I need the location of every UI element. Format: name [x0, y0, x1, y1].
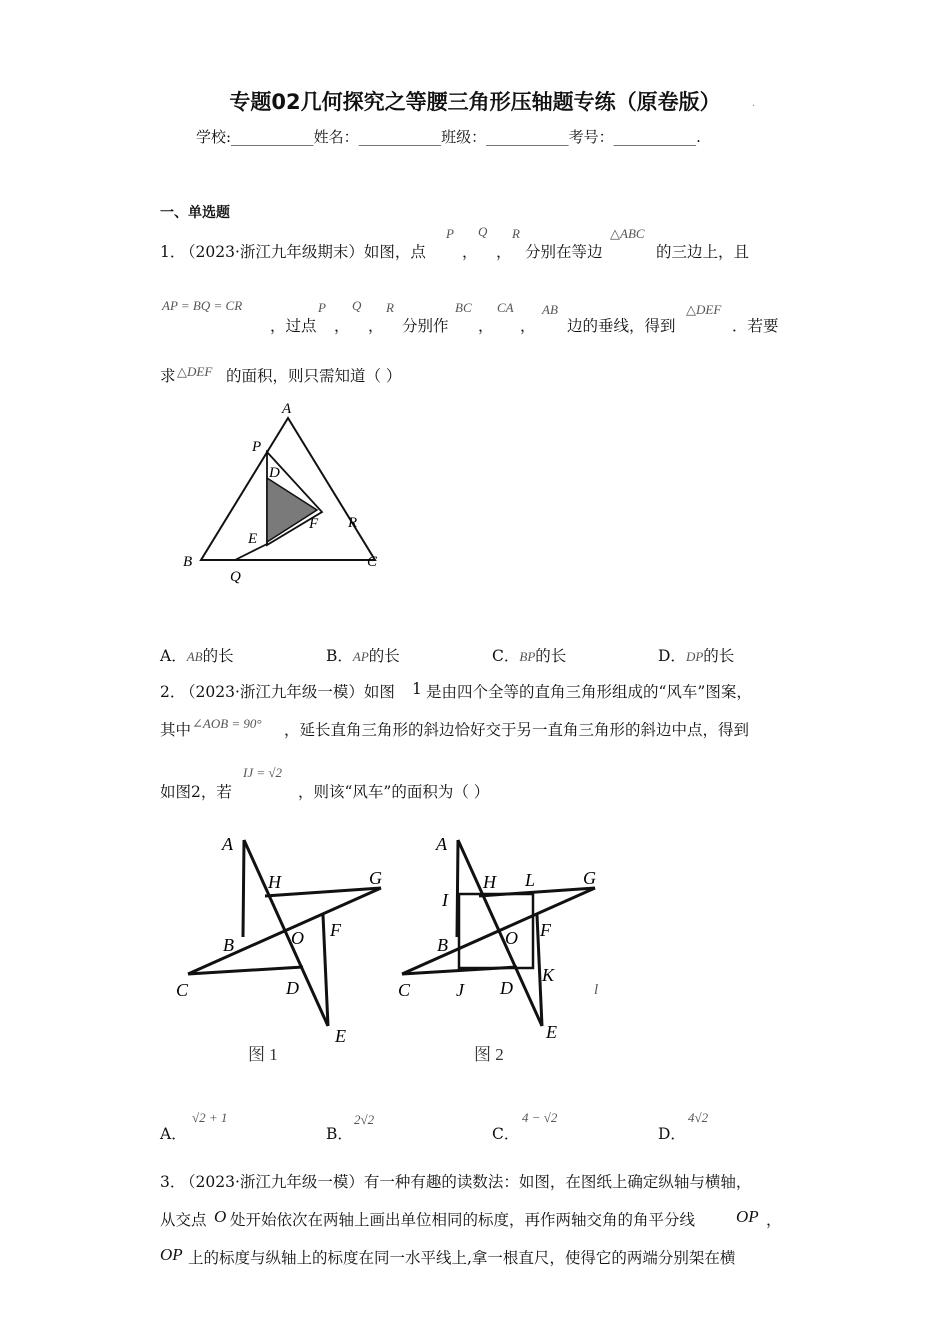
q1-text-7: 求	[160, 367, 176, 385]
option-text: 的长	[703, 647, 735, 665]
class-field[interactable]: 班级：___________	[441, 128, 569, 146]
paragraph-mark: .	[752, 98, 756, 109]
option-letter: A．	[160, 647, 187, 665]
option-letter: D．	[658, 1125, 686, 1143]
q2-line-3b: ，则该“风车”的面积为（ ）	[298, 783, 490, 801]
fig1-label-b: B	[183, 554, 193, 570]
q1-equation: AP = BQ = CR	[162, 298, 243, 313]
option-text: 的长	[368, 647, 400, 665]
school-field[interactable]: 学校:___________	[196, 128, 314, 146]
fig2b-label-f: F	[540, 920, 551, 940]
fig1-label-f: F	[309, 516, 319, 532]
q3-point-o: O	[214, 1207, 227, 1226]
q2-angle: ∠AOB = 90°	[192, 716, 262, 731]
fig1-label-r: R	[348, 515, 358, 531]
q2-option-b[interactable]	[326, 1122, 353, 1144]
q1-comma: ，	[478, 317, 494, 335]
q1-number: 1．	[160, 243, 186, 261]
q1-text-6: ．若要	[732, 317, 779, 335]
q1-option-b[interactable]	[326, 644, 400, 666]
q1-comma: ，	[368, 317, 384, 335]
fig2b-label-i: I	[442, 890, 448, 910]
q1-comma: ，	[520, 317, 536, 335]
q2-pinwheel-figures	[170, 826, 670, 1076]
option-expr: BP	[519, 649, 536, 664]
fig2b-label-b: B	[437, 935, 448, 955]
option-letter: B．	[326, 1125, 353, 1143]
q1-triangle-abc: △ABC	[610, 226, 645, 241]
fig2b-label-a: A	[436, 834, 447, 854]
name-field[interactable]: 姓名：___________	[313, 128, 442, 146]
page-title: 专题02几何探究之等腰三角形压轴题专练（原卷版）	[229, 90, 721, 114]
fig2a-label-f: F	[330, 920, 341, 940]
q1-side-bc: BC	[455, 300, 472, 315]
student-info: 学校:___________姓名：___________班级：___________考号：___________.	[196, 128, 701, 146]
q1-triangle-figure	[170, 398, 400, 588]
q1-option-d[interactable]	[658, 644, 734, 666]
q3-comma: ，	[766, 1211, 782, 1229]
fig1-label-p: P	[252, 439, 262, 455]
q1-text-1: 分别在等边	[525, 243, 603, 261]
q1-text-3: ，过点	[270, 317, 317, 335]
fig2a-label-o: O	[291, 928, 304, 948]
q1-side-ca: CA	[497, 300, 514, 315]
q2-line-1a: （2023·浙江九年级一模）如图	[180, 683, 395, 701]
q2-line-3a: 如图2，若	[160, 783, 232, 801]
q1-point-p: P	[446, 226, 454, 241]
fig2b-label-h: H	[483, 872, 496, 892]
q2-line-2a: 其中	[160, 721, 192, 739]
fig1-label-e: E	[248, 531, 258, 547]
q1-point-q2: Q	[352, 298, 362, 313]
q2-ij: IJ = √2	[243, 765, 283, 780]
q3-line-2a: 从交点	[160, 1211, 207, 1229]
fig1-label-q: Q	[230, 569, 241, 585]
fig1-label-d: D	[269, 465, 280, 481]
q2-line-1b: 是由四个全等的直角三角形组成的“风车”图案，	[426, 683, 752, 701]
fig2b-label-l: L	[525, 870, 536, 890]
q3-number: 3．	[160, 1173, 186, 1191]
q1-comma: ，	[496, 243, 512, 261]
q1-option-a[interactable]	[160, 644, 234, 666]
q1-source: （2023·浙江九年级期末）如图，点	[180, 243, 426, 261]
q1-comma: ，	[334, 317, 350, 335]
option-letter: D．	[658, 647, 686, 665]
q2-line-2b: ，延长直角三角形的斜边恰好交于另一直角三角形的斜边中点，得到	[284, 721, 750, 739]
section-heading: 一、单选题	[160, 205, 230, 221]
option-expr: DP	[685, 649, 704, 664]
fig1-label-a: A	[282, 401, 292, 417]
option-text: 的长	[535, 647, 567, 665]
q1-option-c[interactable]	[492, 644, 566, 666]
q2-option-a-expr: √2 + 1	[192, 1110, 228, 1125]
q1-text-2: 的三边上，且	[656, 243, 750, 261]
q2-option-b-expr: 2√2	[354, 1112, 375, 1127]
fig2b-label-c: C	[398, 980, 411, 1000]
fig2a-label-g: G	[369, 868, 382, 888]
fig1-label-c: C	[367, 554, 378, 570]
q1-triangle-def2: △DEF	[177, 364, 213, 379]
fig2b-label-k: K	[542, 965, 555, 985]
q2-number: 2．	[160, 683, 186, 701]
q3-op-2: OP	[160, 1245, 183, 1264]
fig2b-label-e: E	[546, 1022, 557, 1042]
q2-option-d[interactable]	[658, 1122, 686, 1144]
fig2a-label-h: H	[268, 872, 281, 892]
option-letter: C．	[492, 647, 520, 665]
q2-fig-number: 1	[412, 680, 422, 698]
q1-comma: ，	[462, 243, 478, 261]
q1-point-r2: R	[386, 300, 394, 315]
fig2a-label-b: B	[223, 935, 234, 955]
q3-op: OP	[736, 1207, 759, 1226]
fig2a-label-e: E	[335, 1026, 346, 1046]
fig2a-label-c: C	[176, 980, 189, 1000]
option-letter: A．	[160, 1125, 187, 1143]
option-expr: AP	[352, 649, 369, 664]
fig2b-label-d: D	[500, 978, 513, 998]
option-expr: AB	[186, 649, 203, 664]
fig2b-label-j: J	[456, 980, 464, 1000]
q2-option-c[interactable]	[492, 1122, 519, 1144]
q1-side-ab: AB	[542, 302, 558, 317]
fig2b-label-l-small: l	[594, 982, 599, 998]
q2-option-a[interactable]	[160, 1122, 187, 1144]
q3-line-3: 上的标度与纵轴上的标度在同一水平线上,拿一根直尺，使得它的两端分别架在横	[188, 1249, 736, 1267]
fig2b-caption: 图 2	[474, 1045, 504, 1064]
option-letter: B．	[326, 647, 353, 665]
q1-text-4: 分别作	[402, 317, 449, 335]
q1-point-r: R	[512, 226, 520, 241]
q2-option-d-expr: 4√2	[688, 1110, 709, 1125]
q3-line-1: （2023·浙江九年级一模）有一种有趣的读数法：如图，在图纸上确定纵轴与横轴，	[180, 1173, 752, 1191]
option-letter: C．	[492, 1125, 520, 1143]
number-field[interactable]: 考号：___________	[568, 128, 697, 146]
q2-option-c-expr: 4 − √2	[522, 1110, 558, 1125]
q1-point-p2: P	[318, 300, 326, 315]
fig2a-label-a: A	[222, 834, 233, 854]
q1-text-5: 边的垂线，得到	[567, 317, 676, 335]
q1-triangle-def: △DEF	[686, 302, 722, 317]
fig2a-label-d: D	[286, 978, 299, 998]
fig2a-caption: 图 1	[248, 1045, 278, 1064]
fig2b-label-g: G	[583, 868, 596, 888]
option-text: 的长	[202, 647, 234, 665]
q1-point-q: Q	[478, 224, 488, 239]
pinwheel-figure-1	[176, 834, 382, 1064]
q1-text-8: 的面积，则只需知道（ ）	[226, 367, 402, 385]
q3-line-2b: 处开始依次在两轴上画出单位相同的标度，再作两轴交角的角平分线	[230, 1211, 696, 1229]
fig2b-label-o: O	[505, 928, 518, 948]
pinwheel-figure-2	[398, 834, 598, 1064]
